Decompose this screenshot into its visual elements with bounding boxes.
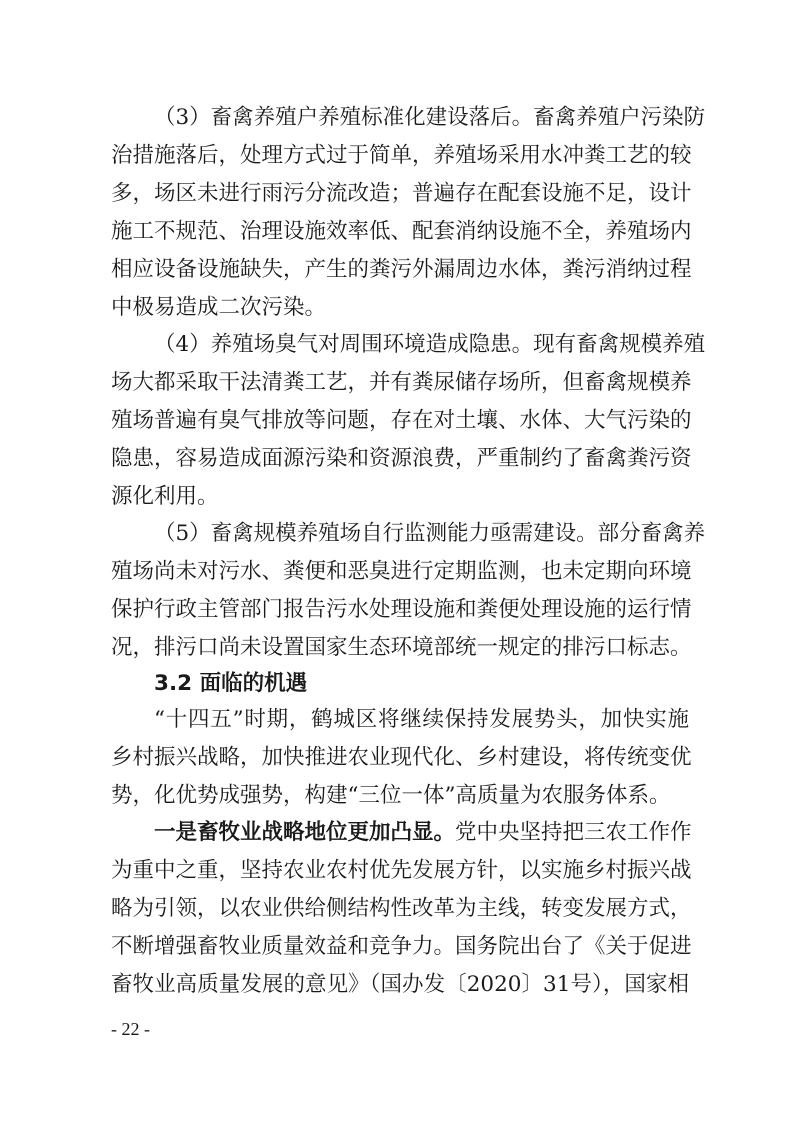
text-line: 为重中之重，坚持农业农村优先发展方针，以实施乡村振兴战 (111, 858, 692, 883)
text-line: 治措施落后，处理方式过于简单，养殖场采用水冲粪工艺的较 (111, 143, 692, 168)
text-line: “十四五”时期，鹤城区将继续保持发展势头，加快实施 (154, 707, 689, 732)
text-line: （5）畜禽规模养殖场自行监测能力亟需建设。部分畜禽养 (154, 521, 706, 546)
text-line: 中极易造成二次污染。 (111, 295, 327, 320)
text-line: 略为引领，以农业供给侧结构性改革为主线，转变发展方式， (111, 896, 692, 921)
lead-rest-text: 党中央坚持把三农工作作 (455, 820, 692, 845)
text-line: 场大都采取干法清粪工艺，并有粪尿储存场所，但畜禽规模养 (111, 370, 692, 395)
text-line: 隐患，容易造成面源污染和资源浪费，严重制约了畜禽粪污资 (111, 446, 692, 471)
text-line: 源化利用。 (111, 484, 219, 509)
text-line: 乡村振兴战略，加快推进农业现代化、乡村建设，将传统变优 (111, 745, 692, 770)
text-line: （4）养殖场臭气对周围环境造成隐患。现有畜禽规模养殖 (154, 332, 706, 357)
text-line: 多，场区未进行雨污分流改造；普遍存在配套设施不足，设计 (111, 181, 692, 206)
text-line: 畜牧业高质量发展的意见》（国办发〔2020〕31号），国家相 (111, 972, 689, 997)
text-line: 不断增强畜牧业质量效益和竞争力。国务院出台了《关于促进 (111, 934, 692, 959)
text-line: 相应设备设施缺失，产生的粪污外漏周边水体，粪污消纳过程 (111, 257, 692, 282)
text-line (154, 818, 692, 848)
text-line: 殖场普遍有臭气排放等问题，存在对土壤、水体、大气污染的 (111, 408, 692, 433)
text-line: 施工不规范、治理设施效率低、配套消纳设施不全，养殖场内 (111, 219, 692, 244)
text-line: 况，排污口尚未设置国家生态环境部统一规定的排污口标志。 (111, 635, 692, 660)
text-line: （3）畜禽养殖户养殖标准化建设落后。畜禽养殖户污染防 (154, 105, 706, 130)
text-line: 殖场尚未对污水、粪便和恶臭进行定期监测，也未定期向环境 (111, 559, 692, 584)
section-heading: 3.2 面临的机遇 (154, 671, 308, 696)
page-number: - 22 - (111, 1019, 150, 1039)
text-line: 保护行政主管部门报告污水处理设施和粪便处理设施的运行情 (111, 597, 692, 622)
text-line: 势，化优势成强势，构建“三位一体”高质量为农服务体系。 (111, 783, 671, 808)
lead-bold-text: 一是畜牧业战略地位更加凸显。 (154, 820, 456, 845)
